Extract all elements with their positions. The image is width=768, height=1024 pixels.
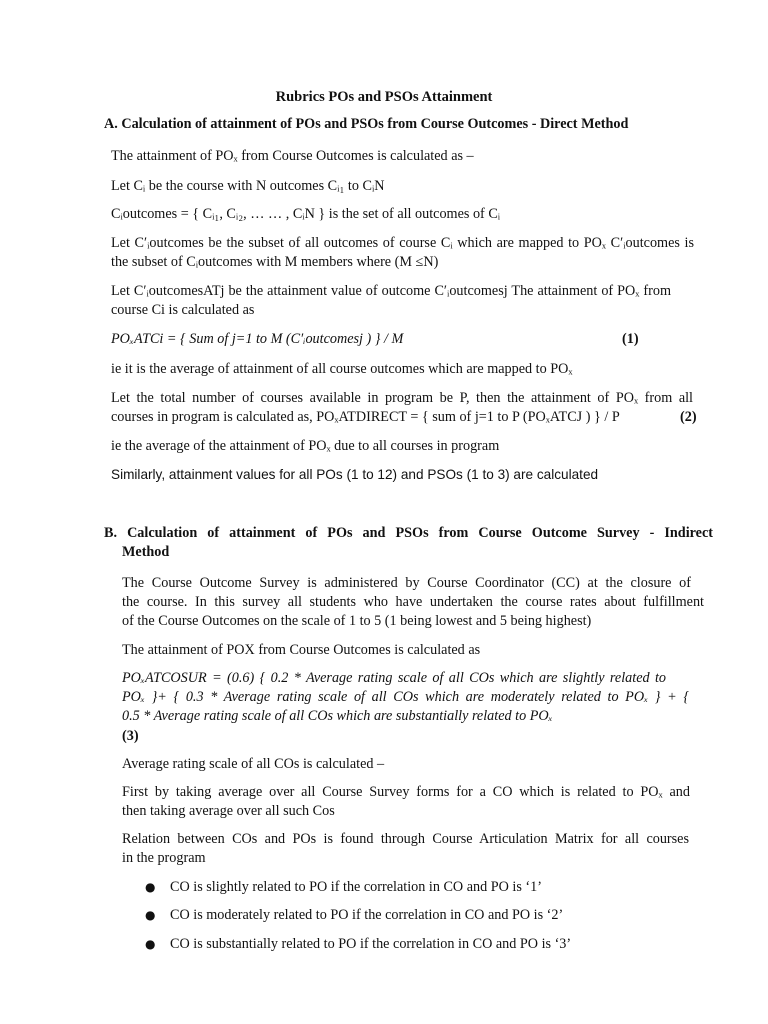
section-a-line: Let Cᵢ be the course with N outcomes Cᵢ₁ to CᵢN <box>111 178 385 194</box>
list-item: CO is substantially related to PO if the correlation in CO and PO is ‘3’ <box>170 936 572 952</box>
section-b-heading: B. Calculation of attainment of POs and PSOs from Course Outcome Survey - Indirect <box>104 525 713 541</box>
equation-1: POₓATCi = { Sum of j=1 to M (C′ᵢoutcomesj ) } / M <box>111 331 404 347</box>
list-item: CO is moderately related to PO if the correlation in CO and PO is ‘2’ <box>170 907 564 923</box>
section-b-heading-cont: Method <box>122 544 170 560</box>
section-b-line: First by taking average over all Course Survey forms for a CO which is related to POₓ and <box>122 784 690 800</box>
section-a-line: ie the average of the attainment of POₓ due to all courses in program <box>111 438 500 454</box>
section-b-line: Average rating scale of all COs is calculated – <box>122 756 385 772</box>
section-a-line: Let the total number of courses available in program be P, then the attainment of POₓ from all <box>111 390 693 406</box>
section-b-line: Relation between COs and POs is found through Course Articulation Matrix for all courses <box>122 831 689 847</box>
section-b-line: The attainment of POX from Course Outcomes is calculated as <box>122 642 481 658</box>
section-b-line: then taking average over all such Cos <box>122 803 335 819</box>
section-b-line: in the program <box>122 850 206 866</box>
equation-number-3: (3) <box>122 728 139 744</box>
section-a-heading: A. Calculation of attainment of POs and PSOs from Course Outcomes - Direct Method <box>104 116 629 132</box>
section-b-line: of the Course Outcomes on the scale of 1 to 5 (1 being lowest and 5 being highest) <box>122 613 592 629</box>
equation-3: POₓATCOSUR = (0.6) { 0.2 * Average rating scale of all COs which are slightly related to <box>122 670 666 686</box>
equation-number-1: (1) <box>622 331 639 347</box>
page-title: Rubrics POs and PSOs Attainment <box>275 89 493 105</box>
bullet-icon: ● <box>145 880 156 894</box>
equation-3-cont: POₓ }+ { 0.3 * Average rating scale of all COs which are moderately related to POₓ } + { <box>122 689 689 705</box>
section-a-line: The attainment of POₓ from Course Outcomes is calculated as – <box>111 148 474 164</box>
equation-3-cont: 0.5 * Average rating scale of all COs which are substantially related to POₓ <box>122 708 553 724</box>
section-b-line: the course. In this survey all students who have undertaken the course rates about fulfillment <box>122 594 704 610</box>
bullet-icon: ● <box>145 937 156 951</box>
equation-number-2: (2) <box>680 409 697 425</box>
section-a-line: Let C′ᵢoutcomesATj be the attainment value of outcome C′ᵢoutcomesj The attainment of POₓ from <box>111 283 671 299</box>
section-a-line: course Ci is calculated as <box>111 302 255 318</box>
section-a-line: Similarly, attainment values for all POs (1 to 12) and PSOs (1 to 3) are calculated <box>111 467 599 482</box>
section-a-line: the subset of Cᵢoutcomes with M members where (M ≤N) <box>111 254 439 270</box>
section-a-line: courses in program is calculated as, POₓATDIRECT = { sum of j=1 to P (POₓATCJ ) } / P <box>111 409 620 425</box>
bullet-icon: ● <box>145 908 156 922</box>
section-a-line: Let C′ᵢoutcomes be the subset of all outcomes of course Cᵢ which are mapped to POₓ C′ᵢoutcomes is <box>111 235 694 251</box>
section-a-line: ie it is the average of attainment of all course outcomes which are mapped to POₓ <box>111 361 573 377</box>
section-b-line: The Course Outcome Survey is administered by Course Coordinator (CC) at the closure of <box>122 575 691 591</box>
list-item: CO is slightly related to PO if the correlation in CO and PO is ‘1’ <box>170 879 542 895</box>
section-a-line: Cᵢoutcomes = { Cᵢ₁, Cᵢ₂, … … , CᵢN } is the set of all outcomes of Cᵢ <box>111 206 501 222</box>
